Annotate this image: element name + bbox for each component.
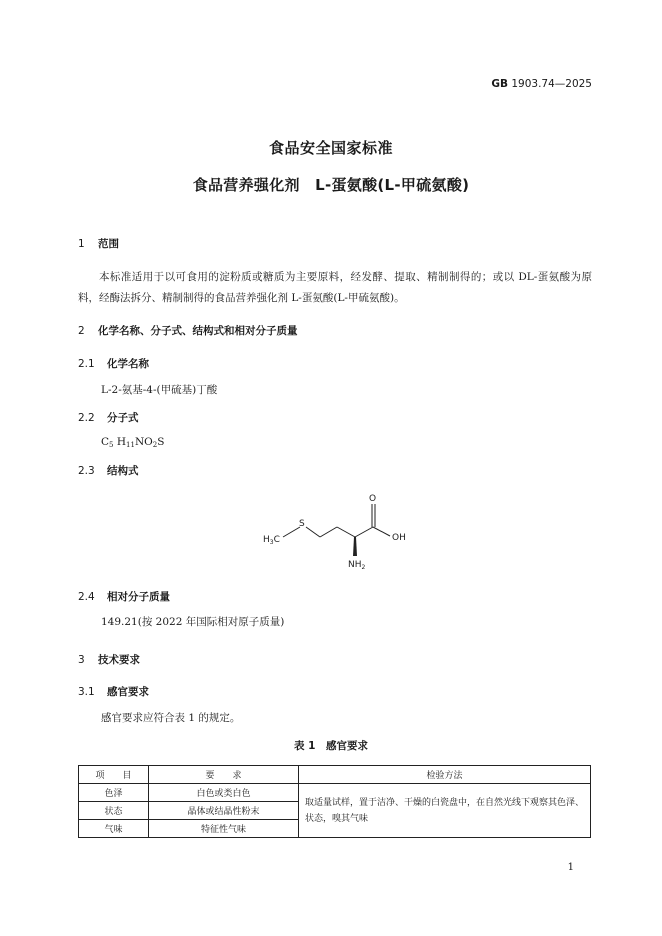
section-title: 分子式 — [107, 412, 139, 424]
requirement-cell: 白色或类白色 — [149, 784, 299, 802]
section-2-3-heading — [78, 463, 139, 478]
sensory-requirement-text: 感官要求应符合表 1 的规定。 — [101, 712, 241, 724]
structural-formula — [255, 488, 415, 573]
section-title: 化学名称 — [107, 358, 149, 370]
scope-paragraph: 本标准适用于以可食用的淀粉质或糖质为主要原料，经发酵、提取、精制制得的；或以 DL-蛋氨酸为原料，经酶法拆分、精制制得的食品营养强化剂 L-蛋氨酸(L-甲硫氨酸)。 — [78, 271, 592, 304]
document-number — [491, 78, 592, 90]
section-3-1-heading — [78, 684, 149, 699]
section-2-2-heading — [78, 410, 139, 425]
molecular-weight: 149.21(按 2022 年国际相对原子质量) — [101, 616, 285, 628]
chemical-name: L-2-氨基-4-(甲硫基)丁酸 — [101, 384, 218, 396]
section-title: 结构式 — [107, 465, 139, 477]
page-number: 1 — [567, 862, 574, 873]
doc-prefix: GB — [491, 78, 508, 90]
table-caption: 表 1 感官要求 — [294, 740, 368, 752]
method-cell: 取适量试样，置于洁净、干燥的白瓷盘中，在自然光线下观察其色泽、状态，嗅其气味 — [299, 784, 591, 838]
sulfur-label: S — [299, 519, 305, 529]
amino-label: $NH_2$ — [348, 560, 366, 571]
table-header-row — [79, 766, 591, 784]
column-header-requirement: 要 求 — [149, 766, 299, 784]
sensory-table — [78, 765, 591, 838]
section-number: 3.1 — [78, 686, 95, 698]
item-cell: 气味 — [79, 820, 149, 838]
document-title: 食品营养强化剂 L-蛋氨酸(L-甲硫氨酸) — [192, 176, 470, 194]
section-title: 技术要求 — [98, 654, 140, 666]
doc-number: 1903.74—2025 — [511, 78, 592, 90]
section-number: 2.3 — [78, 465, 95, 477]
item-cell: 色泽 — [79, 784, 149, 802]
column-header-method: 检验方法 — [299, 766, 591, 784]
section-title: 感官要求 — [107, 686, 149, 698]
section-number: 3 — [78, 654, 85, 666]
section-3-heading — [78, 652, 140, 667]
section-title: 化学名称、分子式、结构式和相对分子质量 — [98, 325, 298, 337]
section-2-1-heading — [78, 356, 149, 371]
section-2-heading — [78, 323, 298, 338]
standard-title: 食品安全国家标准 — [268, 139, 393, 157]
section-title: 相对分子质量 — [107, 591, 170, 603]
table-row — [79, 784, 591, 802]
molecular-formula: $C_5$ $H_{11}NO_2S$ — [101, 436, 165, 449]
requirement-cell: 晶体或结晶性粉末 — [149, 802, 299, 820]
item-cell: 状态 — [79, 802, 149, 820]
requirement-cell: 特征性气味 — [149, 820, 299, 838]
wedge-bond — [353, 537, 357, 556]
section-number: 2.4 — [78, 591, 95, 603]
section-number: 2.1 — [78, 358, 95, 370]
section-number: 2.2 — [78, 412, 95, 424]
section-number: 1 — [78, 238, 85, 250]
methyl-label: $H_3C$ — [263, 535, 280, 546]
section-2-4-heading — [78, 589, 170, 604]
column-header-item: 项 目 — [79, 766, 149, 784]
section-title: 范围 — [98, 238, 119, 250]
section-1-heading — [78, 236, 119, 251]
hydroxyl-label: OH — [392, 533, 406, 543]
section-number: 2 — [78, 325, 85, 337]
oxygen-label: O — [369, 494, 377, 504]
